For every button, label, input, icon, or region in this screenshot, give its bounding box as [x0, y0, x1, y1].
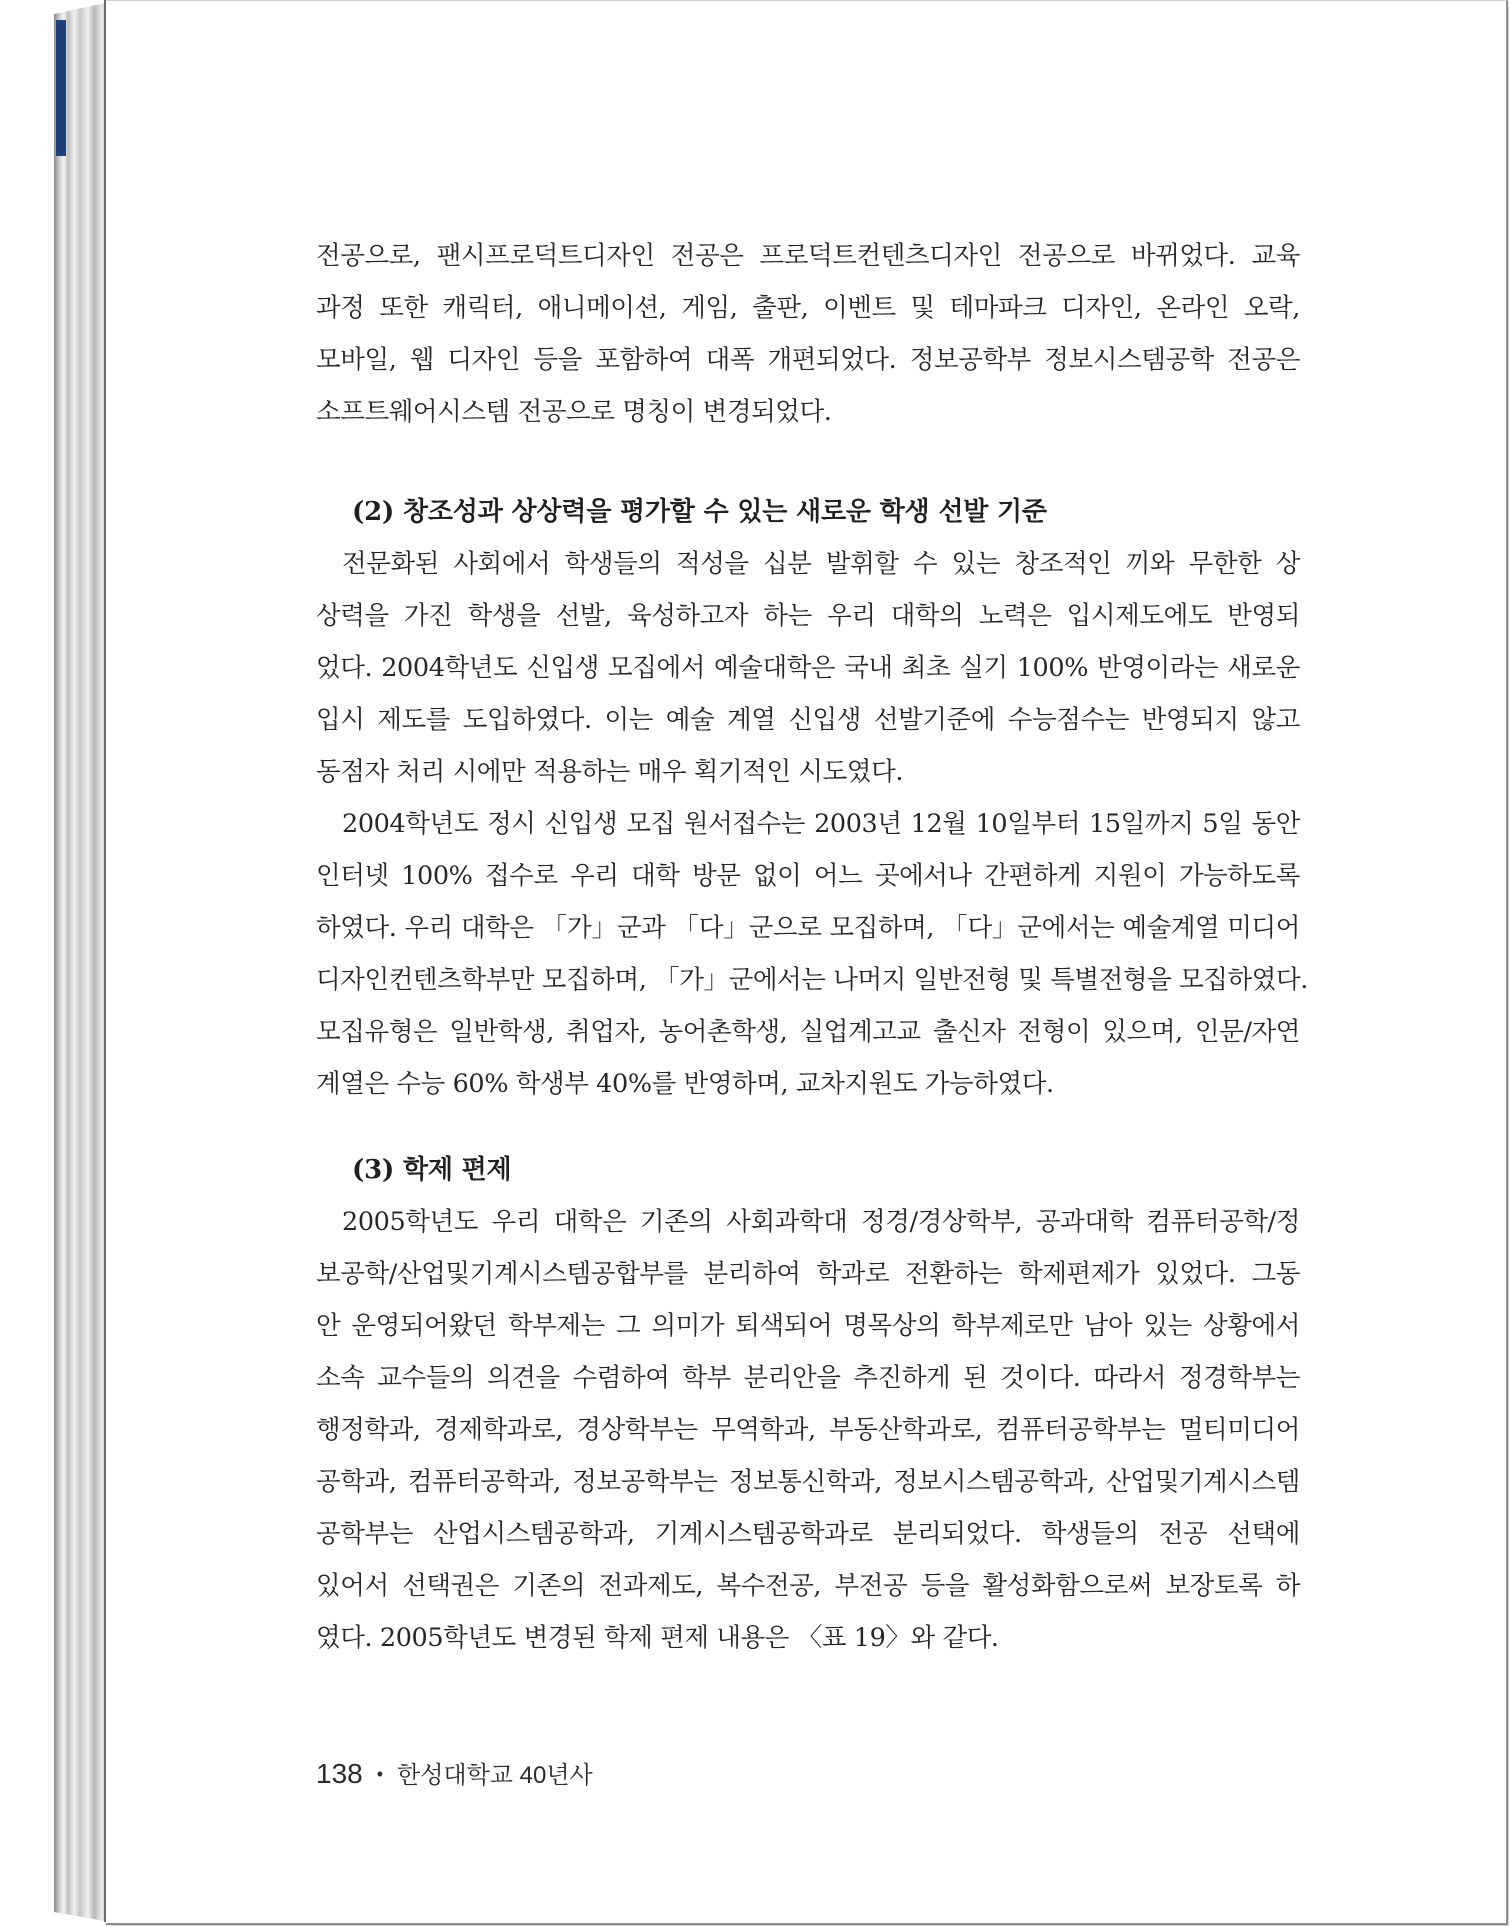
- spacer: [316, 1110, 1300, 1144]
- paragraph-selection-criteria: [316, 538, 1300, 798]
- text-line: 보공학/산업및기계시스템공합부를 분리하여 학과로 전환하는 학제편제가 있었다. 그동: [316, 1259, 1300, 1289]
- text-line: 과정 또한 캐릭터, 애니메이션, 게임, 출판, 이벤트 및 테마파크 디자인, 온라인 오락,: [316, 293, 1300, 323]
- section-heading-3: (3) 학제 편제: [352, 1155, 512, 1185]
- text-line: 공학과, 컴퓨터공학과, 정보공학부는 정보통신학과, 정보시스템공학과, 산업및기계시스템: [316, 1467, 1300, 1497]
- text-line: 입시 제도를 도입하였다. 이는 예술 계열 신입생 선발기준에 수능점수는 반영되지 않고: [316, 705, 1300, 735]
- page-footer: [316, 1754, 593, 1794]
- text-line: 인터넷 100% 접수로 우리 대학 방문 없이 어느 곳에서나 간편하게 지원이 가능하도록: [316, 861, 1300, 891]
- text-line: 모바일, 웹 디자인 등을 포함하여 대폭 개편되었다. 정보공학부 정보시스템공학 전공은: [316, 345, 1300, 375]
- bullet-separator: •: [376, 1764, 384, 1784]
- text-line: 동점자 처리 시에만 적용하는 매우 획기적인 시도였다.: [316, 757, 904, 787]
- paragraph-intro: [316, 230, 1300, 438]
- text-line: 있어서 선택권은 기존의 전과제도, 복수전공, 부전공 등을 활성화함으로써 보장토록 하: [316, 1571, 1300, 1601]
- text-line: 모집유형은 일반학생, 취업자, 농어촌학생, 실업계고교 출신자 전형이 있으며, 인문/자연: [316, 1017, 1300, 1047]
- page-number: 138: [316, 1758, 363, 1789]
- text-line: 계열은 수능 60% 학생부 40%를 반영하며, 교차지원도 가능하였다.: [316, 1069, 1054, 1099]
- text-line: 행정학과, 경제학과로, 경상학부는 무역학과, 부동산학과로, 컴퓨터공학부는 멀티미디어: [316, 1415, 1300, 1445]
- text-line: 하였다. 우리 대학은 「가」군과 「다」군으로 모집하며, 「다」군에서는 예술계열 미디어: [316, 913, 1300, 943]
- text-line: 소프트웨어시스템 전공으로 명칭이 변경되었다.: [316, 397, 832, 427]
- book-page-stack: [54, 2, 110, 1922]
- spacer: [316, 438, 1300, 486]
- paragraph-academic-reorganization: [316, 1196, 1300, 1664]
- text-line: 상력을 가진 학생을 선발, 육성하고자 하는 우리 대학의 노력은 입시제도에도 반영되: [316, 601, 1300, 631]
- text-line: 2004학년도 정시 신입생 모집 원서접수는 2003년 12월 10일부터 15일까지 5일 동안: [342, 809, 1300, 839]
- book-cover-edge: [56, 20, 66, 156]
- paragraph-admission-2004: [316, 798, 1308, 1110]
- text-line: 공학부는 산업시스템공학과, 기계시스템공학과로 분리되었다. 학생들의 전공 선택에: [316, 1519, 1300, 1549]
- text-line: 전공으로, 팬시프로덕트디자인 전공은 프로덕트컨텐츠디자인 전공으로 바뀌었다. 교육: [316, 241, 1300, 271]
- book-title: 한성대학교 40년사: [397, 1762, 593, 1789]
- text-line: 안 운영되어왔던 학부제는 그 의미가 퇴색되어 명목상의 학부제로만 남아 있는 상황에서: [316, 1311, 1300, 1341]
- text-line: 소속 교수들의 의견을 수렴하여 학부 분리안을 추진하게 된 것이다. 따라서 정경학부는: [316, 1363, 1300, 1393]
- text-line: 었다. 2004학년도 신입생 모집에서 예술대학은 국내 최초 실기 100% 반영이라는 새로운: [316, 653, 1300, 683]
- text-line: 전문화된 사회에서 학생들의 적성을 십분 발휘할 수 있는 창조적인 끼와 무한한 상: [342, 549, 1300, 579]
- text-line: 디자인컨텐츠학부만 모집하며, 「가」군에서는 나머지 일반전형 및 특별전형을 모집하였다.: [316, 965, 1308, 995]
- text-line: 였다. 2005학년도 변경된 학제 편제 내용은 〈표 19〉와 같다.: [316, 1623, 999, 1653]
- page-content: [316, 230, 1308, 1664]
- text-line: 2005학년도 우리 대학은 기존의 사회과학대 정경/경상학부, 공과대학 컴퓨터공학/정: [342, 1207, 1300, 1237]
- section-heading-2: (2) 창조성과 상상력을 평가할 수 있는 새로운 학생 선발 기준: [352, 497, 1047, 527]
